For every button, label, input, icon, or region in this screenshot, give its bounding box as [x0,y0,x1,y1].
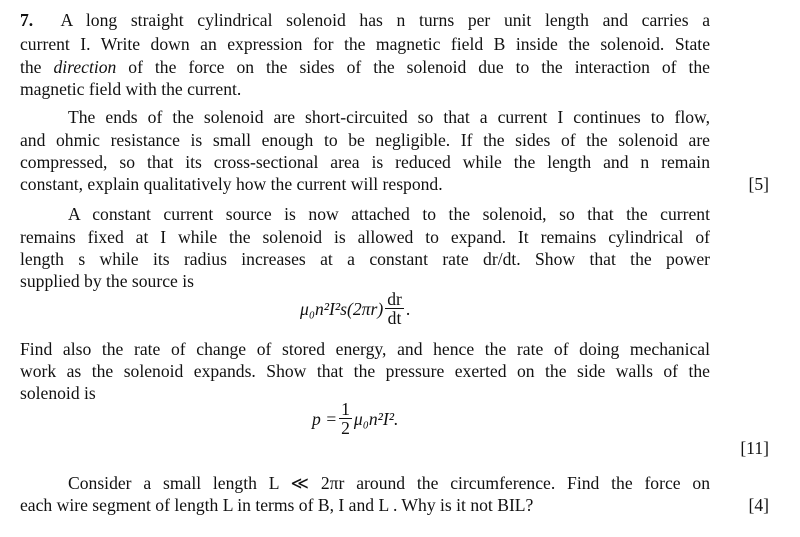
para1-line1-text: A long straight cylindrical solenoid has n turns per unit length and carries a [60,10,710,30]
pressure-equation-lhs: p = [312,408,338,429]
para5-line2: each wire segment of length L in terms of B, I and L . Why is it not BIL? [20,495,534,515]
para1-line1 [20,9,710,31]
para2-line3: compressed, so that its cross-sectional area is reduced while the length and n remain [20,152,710,172]
para3-line1: A constant current source is now attached to the solenoid, so that the current [68,204,710,224]
para1-line3 [20,56,710,78]
para3-line4: supplied by the source is [20,271,194,291]
para3-line2: remains fixed at I while the solenoid is allowed to expand. It remains cylindrical of [20,227,710,247]
question-number: 7. [20,10,34,30]
para1-line3-a: the [20,57,54,77]
power-equation-denominator: dt [387,308,402,328]
para2-line1: The ends of the solenoid are short-circuited so that a current I continues to flow, [68,107,710,127]
pressure-equation [312,400,398,437]
para2-line2: and ohmic resistance is small enough to be negligible. If the sides of the solenoid are [20,130,710,150]
para1-line4: magnetic field with the current. [20,79,242,99]
marks-para4: [11] [740,438,769,458]
power-equation-numerator: dr [387,289,402,309]
pressure-equation-numerator: 1 [341,399,350,419]
para4-line3: solenoid is [20,383,96,403]
para1-line3-emphasis: direction [53,57,117,77]
pressure-equation-denominator: 2 [341,418,350,438]
marks-para2: [5] [748,174,769,194]
para3-line3: length s while its radius increases at a constant rate dr/dt. Show that the power [20,249,710,269]
para4-line2: work as the solenoid expands. Show that the pressure exerted on the side walls of the [20,361,710,381]
power-equation-lhs: μ₀n²I²s(2πr) [300,298,384,319]
power-equation [300,290,410,327]
para1-line3-b: of the force on the sides of the solenoid due to the interaction of the [116,57,710,77]
pressure-equation-fraction [339,400,352,437]
marks-para5: [4] [748,495,769,515]
para1-line2: current I. Write down an expression for the magnetic field B inside the solenoid. State [20,34,710,54]
pressure-equation-rhs: μ₀n²I². [353,408,399,429]
para2-line4: constant, explain qualitatively how the current will respond. [20,174,443,194]
para5-line1: Consider a small length L ≪ 2πr around the circumference. Find the force on [68,473,710,493]
power-equation-fraction [385,290,404,327]
power-equation-end: . [405,298,411,319]
para4-line1: Find also the rate of change of stored energy, and hence the rate of doing mechanical [20,339,710,359]
